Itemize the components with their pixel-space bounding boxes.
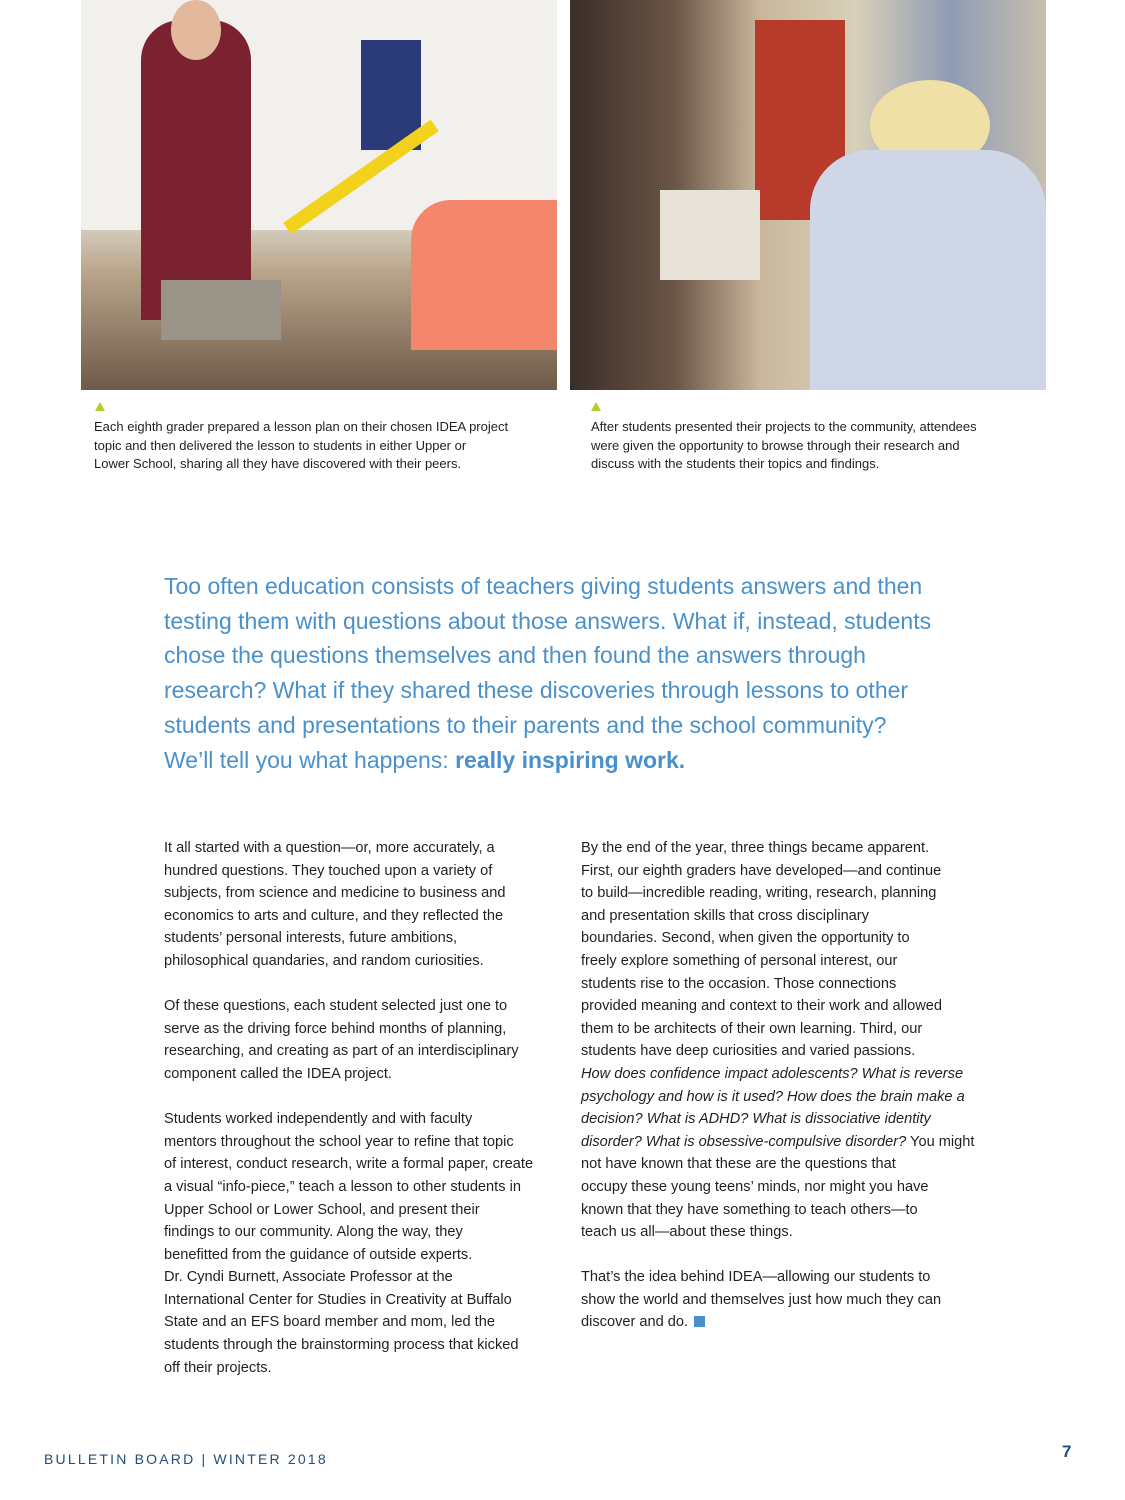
- end-mark-icon: [694, 1316, 705, 1327]
- body-line: [164, 995, 533, 1018]
- body-text: a visual “info-piece,” teach a lesson to other students in: [164, 1178, 521, 1195]
- italic-text: How does confidence impact adolescents? What is reverse: [581, 1065, 964, 1082]
- pull-quote-line: testing them with questions about those answers. What if, instead, students: [164, 607, 932, 634]
- body-line: [581, 1086, 974, 1109]
- body-text: students have deep curiosities and varied passions.: [581, 1043, 916, 1060]
- photo-student-lesson: [81, 0, 557, 390]
- body-text: serve as the driving force behind months of planning,: [164, 1020, 507, 1037]
- body-line: [164, 1244, 533, 1267]
- body-line: [164, 1266, 533, 1289]
- body-line: [581, 1063, 974, 1086]
- body-text: International Center for Studies in Creativity at Buffalo: [164, 1291, 512, 1308]
- italic-text: disorder? What is obsessive-compulsive disorder?: [581, 1133, 907, 1150]
- body-text: First, our eighth graders have developed—and continue: [581, 862, 942, 879]
- body-line: [164, 1176, 533, 1199]
- body-text: researching, and creating as part of an interdisciplinary: [164, 1043, 519, 1060]
- body-text: provided meaning and context to their work and allowed: [581, 998, 943, 1015]
- publication-footer: BULLETIN BOARD | WINTER 2018: [44, 1451, 328, 1467]
- body-line: [581, 1244, 974, 1267]
- body-line: [164, 1311, 533, 1334]
- body-text: Upper School or Lower School, and present their: [164, 1201, 480, 1218]
- body-line: [581, 1040, 974, 1063]
- body-line: [581, 950, 974, 973]
- body-line: [164, 1131, 533, 1154]
- body-line: [164, 1063, 533, 1086]
- body-text: findings to our community. Along the way, they: [164, 1224, 463, 1241]
- pull-quote: [164, 569, 931, 777]
- body-line: [164, 1289, 533, 1312]
- body-line: [164, 1357, 533, 1380]
- body-line: [164, 1086, 533, 1109]
- body-line: [164, 905, 533, 928]
- body-text: show the world and themselves just how much they can: [581, 1291, 942, 1308]
- caption-marker-icon: [95, 402, 105, 411]
- body-text: not have known that these are the questions that: [581, 1156, 896, 1173]
- body-text: occupy these young teens’ minds, nor might you have: [581, 1178, 929, 1195]
- body-text: Of these questions, each student selected just one to: [164, 998, 508, 1015]
- body-text: freely explore something of personal interest, our: [581, 952, 898, 969]
- body-line: [164, 1040, 533, 1063]
- body-line: [581, 860, 974, 883]
- body-line: [164, 1153, 533, 1176]
- pull-quote-line: chose the questions themselves and then found the answers through: [164, 642, 866, 669]
- body-line: [581, 905, 974, 928]
- body-column-left: [164, 837, 533, 1379]
- body-line: [581, 995, 974, 1018]
- caption-line: After students presented their projects to the community, attendees: [591, 419, 977, 434]
- body-text: Dr. Cyndi Burnett, Associate Professor at the: [164, 1269, 453, 1286]
- body-line: [581, 1018, 974, 1041]
- body-line: [164, 1221, 533, 1244]
- body-text: hundred questions. They touched upon a variety of: [164, 862, 493, 879]
- caption-line: discuss with the students their topics and findings.: [591, 456, 880, 471]
- body-line: [581, 1266, 974, 1289]
- caption-line: topic and then delivered the lesson to students in either Upper or: [94, 437, 467, 453]
- body-text: It all started with a question—or, more accurately, a: [164, 840, 495, 856]
- body-line: [581, 1289, 974, 1312]
- italic-text: psychology and how is it used? How does the brain make a: [581, 1088, 965, 1105]
- body-line: [581, 1108, 974, 1131]
- body-line: [164, 1199, 533, 1222]
- body-line: [581, 1153, 974, 1176]
- caption-marker-icon: [591, 402, 601, 411]
- body-line: [164, 882, 533, 905]
- body-text: discover and do.: [581, 1314, 689, 1331]
- body-line: [164, 927, 533, 950]
- body-line: [581, 1199, 974, 1222]
- body-line: [581, 1221, 974, 1244]
- body-line: [164, 1334, 533, 1357]
- body-line: [581, 882, 974, 905]
- caption-line: Each eighth grader prepared a lesson plan on their chosen IDEA project: [94, 419, 509, 434]
- body-text: component called the IDEA project.: [164, 1065, 392, 1082]
- body-text: and presentation skills that cross disciplinary: [581, 907, 869, 924]
- body-text: By the end of the year, three things became apparent.: [581, 840, 930, 856]
- body-text: them to be architects of their own learning. Third, our: [581, 1020, 923, 1037]
- pull-quote-line: [164, 743, 931, 778]
- body-text: boundaries. Second, when given the opportunity to: [581, 930, 910, 947]
- photo-caption-2: [591, 418, 977, 474]
- pull-quote-emphasis: really inspiring work.: [455, 746, 686, 773]
- body-line: [581, 973, 974, 996]
- body-line: [581, 927, 974, 950]
- caption-line: were given the opportunity to browse through their research and: [591, 437, 960, 453]
- page-number: 7: [1062, 1442, 1072, 1461]
- body-text: teach us all—about these things.: [581, 1224, 793, 1241]
- body-line: [164, 1018, 533, 1041]
- body-text: students through the brainstorming process that kicked: [164, 1337, 519, 1354]
- body-line: [164, 1108, 533, 1131]
- body-text: known that they have something to teach others—to: [581, 1201, 918, 1218]
- photo-community-browsing: [570, 0, 1046, 390]
- pull-quote-line: students and presentations to their parents and the school community?: [164, 711, 887, 738]
- pull-quote-lead: We’ll tell you what happens:: [164, 746, 456, 773]
- body-text: to build—incredible reading, writing, research, planning: [581, 885, 937, 902]
- body-text: subjects, from science and medicine to business and: [164, 885, 506, 902]
- body-text: students’ personal interests, future ambitions,: [164, 930, 458, 947]
- body-line: [164, 973, 533, 996]
- body-text: students rise to the occasion. Those connections: [581, 975, 897, 992]
- body-line: [581, 1311, 974, 1334]
- pull-quote-line: Too often education consists of teachers giving students answers and then: [164, 573, 923, 599]
- body-text: economics to arts and culture, and they reflected the: [164, 907, 504, 924]
- body-line: [581, 1131, 974, 1154]
- body-line: [581, 837, 974, 860]
- body-text: off their projects.: [164, 1359, 272, 1376]
- body-line: [164, 950, 533, 973]
- pull-quote-line: research? What if they shared these discoveries through lessons to other: [164, 677, 909, 704]
- body-text: That’s the idea behind IDEA—allowing our students to: [581, 1269, 931, 1286]
- body-text: Students worked independently and with faculty: [164, 1111, 473, 1128]
- italic-text: decision? What is ADHD? What is dissociative identity: [581, 1111, 931, 1128]
- body-text: mentors throughout the school year to refine that topic: [164, 1133, 514, 1150]
- caption-line: Lower School, sharing all they have discovered with their peers.: [94, 456, 462, 471]
- body-text: You might: [906, 1133, 975, 1150]
- photo-caption-1: [94, 418, 508, 474]
- body-text: State and an EFS board member and mom, led the: [164, 1314, 495, 1331]
- body-line: [581, 1176, 974, 1199]
- body-column-right: [581, 837, 974, 1334]
- body-text: benefitted from the guidance of outside experts.: [164, 1246, 473, 1263]
- body-line: [164, 837, 533, 860]
- body-text: philosophical quandaries, and random curiosities.: [164, 952, 484, 969]
- body-text: of interest, conduct research, write a formal paper, create: [164, 1156, 534, 1173]
- body-line: [164, 860, 533, 883]
